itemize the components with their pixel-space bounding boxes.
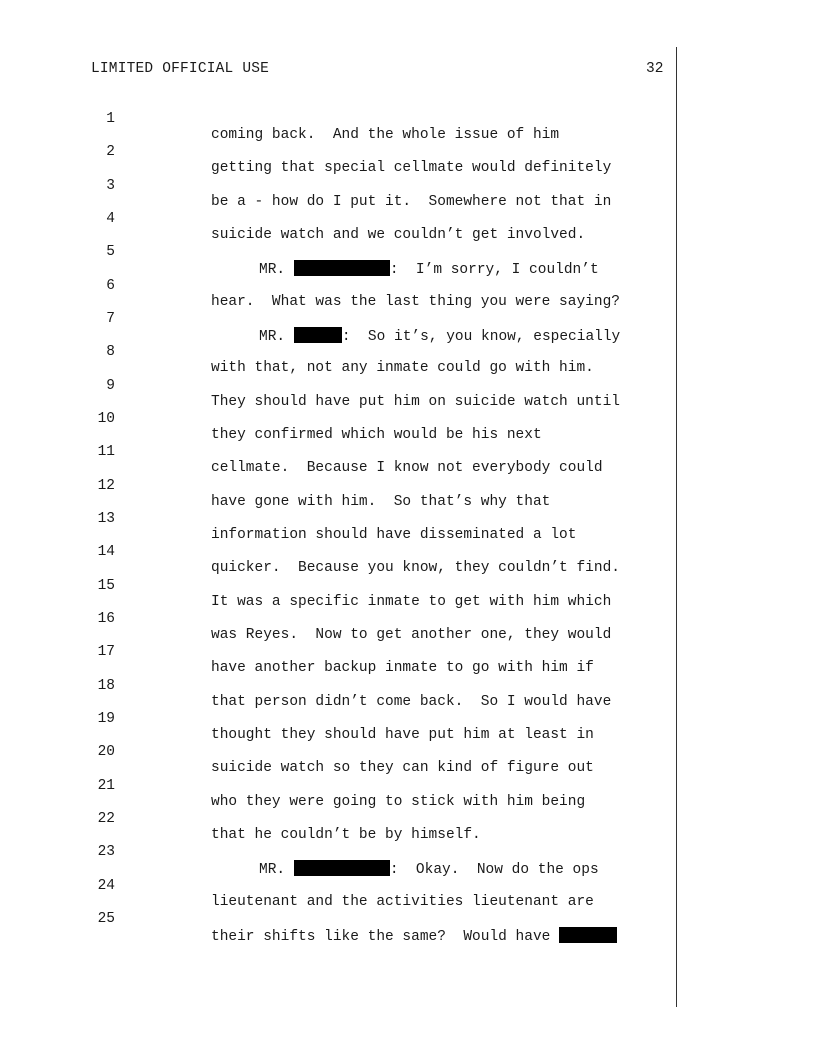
line-number: 25 [97, 911, 115, 927]
line-number: 12 [97, 478, 115, 494]
transcript-line [0, 695, 816, 743]
transcript-line [0, 462, 816, 510]
line-text: suicide watch so they can kind of figure out [211, 760, 594, 776]
line-text: that person didn’t come back. So I would have [211, 694, 612, 710]
transcript-line [0, 128, 816, 176]
line-text: cellmate. Because I know not everybody could [211, 460, 603, 476]
line-text: lieutenant and the activities lieutenant are [211, 894, 594, 910]
transcript-line [0, 428, 816, 476]
transcript-line [0, 728, 816, 776]
line-text: coming back. And the whole issue of him [211, 127, 560, 143]
line-text: who they were going to stick with him being [211, 794, 586, 810]
line-number: 13 [97, 511, 115, 527]
line-text: that he couldn’t be by himself. [211, 827, 481, 843]
speaker-prefix: MR. [259, 329, 294, 345]
line-number: 4 [106, 211, 115, 227]
line-text: suicide watch and we couldn’t get involved. [211, 227, 586, 243]
line-text: have another backup inmate to go with him if [211, 660, 594, 676]
line-text: be a - how do I put it. Somewhere not that in [211, 194, 612, 210]
line-number: 18 [97, 678, 115, 694]
transcript-line [0, 828, 816, 878]
line-text: They should have put him on suicide watch until [211, 394, 620, 410]
transcript-line [0, 362, 816, 410]
transcript-line [0, 495, 816, 543]
line-number: 24 [97, 878, 115, 894]
transcript-line [0, 762, 816, 810]
transcript-line [0, 295, 816, 345]
line-number: 21 [97, 778, 115, 794]
speaker-text: : I’m sorry, I couldn’t [389, 262, 599, 278]
page-header-classification: LIMITED OFFICIAL USE [91, 61, 270, 77]
line-number: 7 [106, 311, 115, 327]
page-number: 32 [646, 61, 664, 77]
transcript-line [0, 595, 816, 643]
line-text: quicker. Because you know, they couldn’t find. [211, 560, 620, 576]
transcript-line [0, 262, 816, 310]
transcript-line [0, 562, 816, 610]
transcript-line [0, 795, 816, 843]
transcript-line [0, 895, 816, 945]
line-number: 16 [97, 611, 115, 627]
speaker-text: : Okay. Now do the ops [389, 862, 599, 878]
transcript-line [0, 862, 816, 910]
line-number: 2 [106, 144, 115, 160]
line-number: 10 [97, 411, 115, 427]
line-number: 11 [97, 444, 115, 460]
line-number: 19 [97, 711, 115, 727]
line-text: have gone with him. So that’s why that [211, 494, 551, 510]
transcript-line [0, 395, 816, 443]
transcript-line [0, 328, 816, 376]
redaction-block [559, 927, 617, 943]
line-text: they confirmed which would be his next [211, 427, 542, 443]
line-number: 22 [97, 811, 115, 827]
line-number: 1 [106, 111, 115, 127]
line-text: information should have disseminated a lot [211, 527, 577, 543]
line-number: 14 [97, 544, 115, 560]
line-number: 5 [106, 244, 115, 260]
line-number: 17 [97, 644, 115, 660]
transcript-line [0, 195, 816, 243]
transcript-line [0, 162, 816, 210]
transcript-line [0, 528, 816, 576]
transcript-line [0, 228, 816, 278]
line-number: 3 [106, 178, 115, 194]
line-text: thought they should have put him at least in [211, 727, 594, 743]
transcript-line [0, 628, 816, 676]
line-text: was Reyes. Now to get another one, they would [211, 627, 612, 643]
line-number: 20 [97, 744, 115, 760]
line-text [211, 927, 617, 945]
line-text: It was a specific inmate to get with him which [211, 594, 612, 610]
line-number: 6 [106, 278, 115, 294]
line-text: hear. What was the last thing you were saying? [211, 294, 620, 310]
line-number: 15 [97, 578, 115, 594]
speaker-text: : So it’s, you know, especially [341, 329, 621, 345]
transcript-line [0, 95, 816, 143]
speaker-prefix: MR. [259, 862, 294, 878]
line-text: getting that special cellmate would definitely [211, 160, 612, 176]
line-text-content: their shifts like the same? Would have [211, 929, 560, 945]
line-number: 9 [106, 378, 115, 394]
transcript-line [0, 662, 816, 710]
speaker-prefix: MR. [259, 262, 294, 278]
line-number: 8 [106, 344, 115, 360]
line-number: 23 [97, 844, 115, 860]
line-text: with that, not any inmate could go with him. [211, 360, 594, 376]
